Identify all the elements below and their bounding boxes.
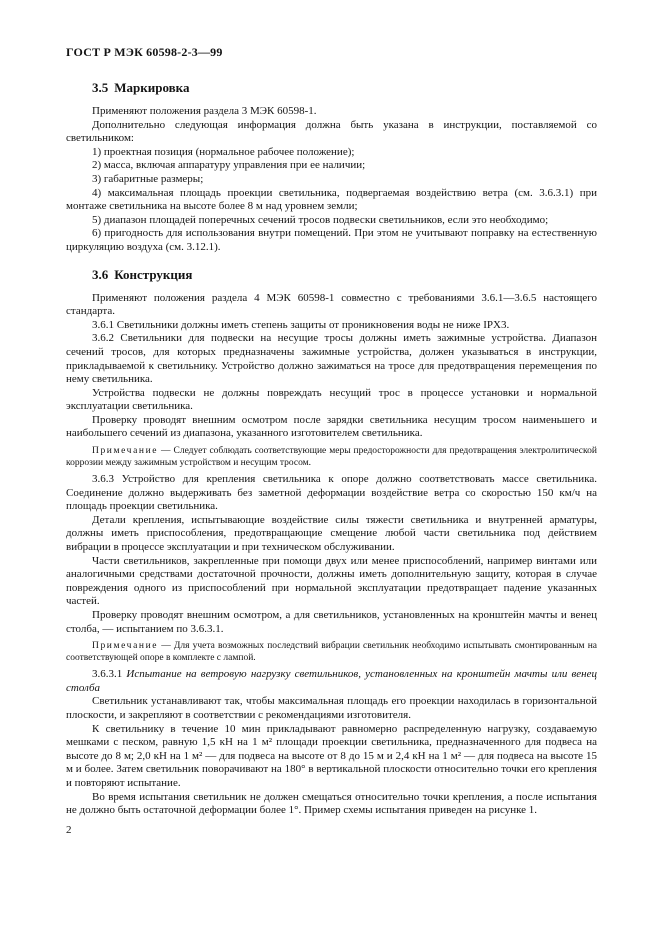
list-item: 2) масса, включая аппаратуру управления при ее наличии;: [92, 159, 366, 172]
note-text: — Для учета возможных последствий вибрации светильник необходимо испытывать смонтированным на соответствующей опоре в комплекте с лампой.: [66, 641, 597, 664]
paragraph: Проверку проводят внешним осмотром, а для светильников, установленных на кронштейн мачты и венец столба, — испытанием по 3.6.3.1.: [66, 609, 597, 635]
document-body: [66, 80, 597, 818]
note: [66, 445, 597, 469]
document-header: ГОСТ Р МЭК 60598-2-3—99: [66, 45, 223, 59]
section-number: 3.6: [92, 266, 109, 282]
page-number: 2: [66, 824, 72, 836]
list-item: 6) пригодность для использования внутри помещений. При этом не учитывают поправку на естественную циркуляцию воздуха (см. 3.12.1).: [66, 227, 597, 253]
list-item: 1) проектная позиция (нормальное рабочее положение);: [92, 145, 355, 158]
paragraph: К светильнику в течение 10 мин прикладывают равномерно распределенную нагрузку, создаваемую мешками с песком, равную 1,5 кН на 1 м² площади проекции светильника, предназначенного для подвеса на высоте до 8 м; 2,0 кН на 1 м² — для подвеса на высоте от 8 до 15 м и 2,4 кН на 1 м² — для подвеса на высоте 15 м и более. Затем светильник поворачивают на 180° в вертикальной плоскости относительно точки его крепления и повторяют испытание.: [66, 722, 597, 789]
note: [66, 640, 597, 664]
list-item: 3) габаритные размеры;: [92, 172, 204, 185]
paragraph: Применяют положения раздела 4 МЭК 60598-1 совместно с требованиями 3.6.1—3.6.5 настоящего стандарта.: [66, 291, 597, 318]
paragraph: Устройства подвески не должны повреждать несущий трос в процессе установки и нормальной эксплуатации светильника.: [66, 386, 597, 413]
paragraph: Применяют положения раздела 3 МЭК 60598-1.: [92, 105, 317, 117]
paragraph: 3.6.1 Светильники должны иметь степень защиты от проникновения воды не ниже IPX3.: [92, 318, 510, 331]
section-number: 3.5: [92, 80, 109, 95]
list-item: 5) диапазон площадей поперечных сечений тросов подвески светильников, если это необходимо;: [92, 213, 549, 226]
paragraph: 3.6.2 Светильники для подвески на несущие тросы должны иметь зажимные устройства. Диапазон сечений тросов, для которых предназначены зажимные устройства, должен указываться в инструкции, прикладываемой к светильнику. Устройство должно зажиматься на тросе для предотвращения перемещения по нему светильника.: [66, 332, 597, 386]
section-heading-3-6: [92, 267, 597, 283]
paragraph: Детали крепления, испытывающие воздействие силы тяжести светильника и внутренней арматуры, должны иметь приспособления, предотвращающие смещение любой части светильника под действием вибрации в процессе эксплуатации и при техническом обслуживании.: [66, 513, 597, 554]
paragraph: 3.6.3 Устройство для крепления светильника к опоре должно соответствовать массе светильника. Соединение должно выдерживать без заметной деформации воздействие ветра со скоростью 150 км/ч на площадь проекции светильника.: [66, 473, 597, 513]
note-label: Примечание: [92, 446, 159, 457]
list-item: 4) максимальная площадь проекции светильника, подвергаемая воздействию ветра (см. 3.6.3.1) при монтаже светильника на высоте более 8 м над уровнем земли;: [66, 186, 597, 213]
paragraph: Части светильников, закрепленные при помощи двух или менее приспособлений, например винтами или аналогичными средствами достаточной прочности, должны иметь дополнительную защиту, которая в случае повреждения одного из приспособлений при нормальной эксплуатации предотвращает падение указанных частей.: [66, 554, 597, 608]
subsection-number: 3.6.3.1: [92, 668, 123, 681]
subsection-heading: [66, 668, 597, 695]
section-title: Конструкция: [114, 266, 193, 282]
subsection-title: Испытание на ветровую нагрузку светильников, установленных на кронштейн мачты или венец столба: [66, 668, 597, 694]
section-title: Маркировка: [114, 80, 190, 95]
note-text: — Следует соблюдать соответствующие меры предосторожности для предотвращения электролитической коррозии между зажимным устройством и несущим тросом.: [66, 446, 597, 469]
paragraph: Во время испытания светильник не должен смещаться относительно точки крепления, а после испытания не должно быть остаточной деформации более 1°. Пример схемы испытания приведен на рисунке 1.: [66, 790, 597, 817]
paragraph: Дополнительно следующая информация должна быть указана в инструкции, поставляемой со светильником:: [66, 118, 597, 145]
paragraph: Проверку проводят внешним осмотром после зарядки светильника несущим тросом наименьшего и наибольшего сечений из диапазона, указанного изготовителем светильника.: [66, 413, 597, 440]
note-label: Примечание: [92, 641, 159, 652]
paragraph: Светильник устанавливают так, чтобы максимальная площадь его проекции находилась в горизонтальной плоскости, и закрепляют в соответствии с рекомендациями изготовителя.: [66, 695, 597, 721]
section-heading-3-5: [92, 80, 597, 96]
